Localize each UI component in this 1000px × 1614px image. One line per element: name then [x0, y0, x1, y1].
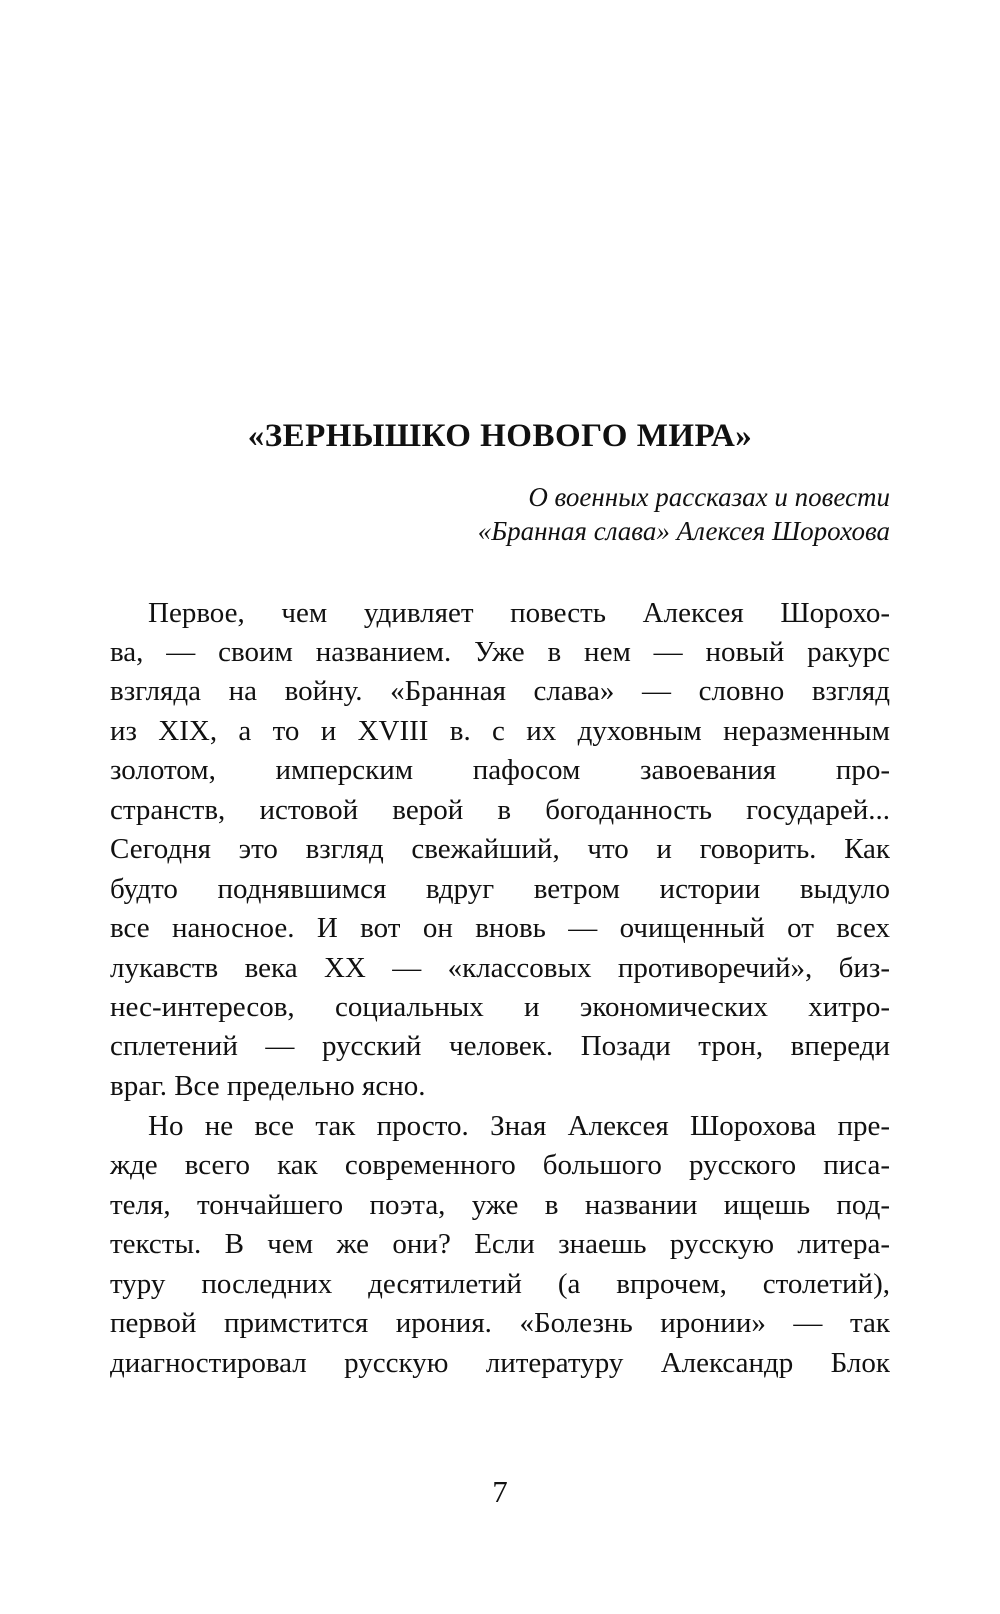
page-number: 7	[492, 1474, 508, 1509]
paragraph-line: теля, тончайшего поэта, уже в названии ищешь под-	[110, 1189, 890, 1221]
paragraph-line: золотом, имперским пафосом завоевания про-	[110, 754, 890, 786]
paragraph-line: Первое, чем удивляет повесть Алексея Шорохо-	[148, 597, 890, 629]
paragraph-line: туру последних десятилетий (а впрочем, столетий),	[110, 1268, 890, 1300]
paragraph-line: все наносное. И вот он вновь — очищенный от всех	[110, 912, 890, 944]
paragraph-line: Сегодня это взгляд свежайший, что и говорить. Как	[110, 833, 890, 865]
paragraph-line: диагностировал русскую литературу Александр Блок	[110, 1347, 890, 1379]
paragraph-line: нес-интересов, социальных и экономических хитро-	[110, 991, 890, 1023]
paragraph-line: тексты. В чем же они? Если знаешь русскую литера-	[110, 1228, 890, 1260]
paragraph-line: будто поднявшимся вдруг ветром истории выдуло	[110, 873, 890, 905]
paragraph-line: сплетений — русский человек. Позади трон, впереди	[110, 1030, 890, 1062]
paragraph-line: жде всего как современного большого русского писа-	[110, 1149, 890, 1181]
paragraph-line: ва, — своим названием. Уже в нем — новый ракурс	[110, 636, 890, 668]
paragraph-line: лукавств века XX — «классовых противоречий», биз-	[110, 952, 890, 984]
paragraph-line: враг. Все предельно ясно.	[110, 1070, 426, 1102]
paragraph-line: Но не все так просто. Зная Алексея Шорохова пре-	[148, 1110, 890, 1142]
paragraph-line: из XIX, а то и XVIII в. с их духовным неразменным	[110, 715, 890, 747]
paragraph-line: взгляда на войну. «Бранная слава» — словно взгляд	[110, 675, 890, 707]
subtitle-line: О военных рассказах и повести	[528, 482, 890, 512]
paragraph-line: странств, истовой верой в богоданность государей...	[110, 794, 890, 826]
paragraph-line: первой примстится ирония. «Болезнь иронии» — так	[110, 1307, 890, 1339]
chapter-title: «ЗЕРНЫШКО НОВОГО МИРА»	[247, 418, 753, 454]
subtitle-line: «Бранная слава» Алексея Шорохова	[477, 516, 890, 546]
